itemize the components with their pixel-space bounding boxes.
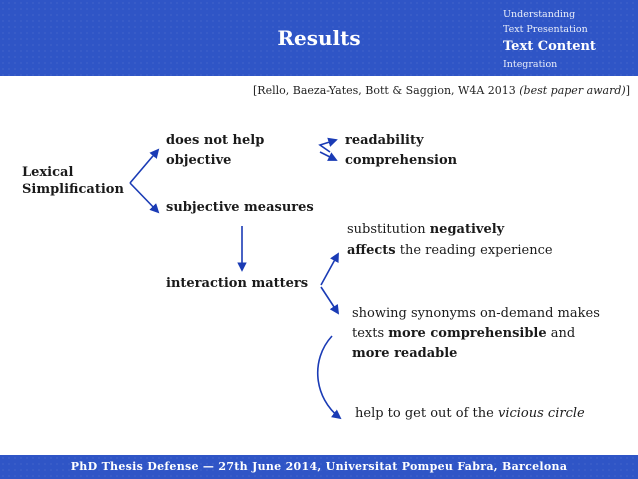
nav-item-understanding[interactable]: Understanding bbox=[503, 9, 576, 20]
affects-part2: the reading experience bbox=[395, 243, 553, 258]
arrow-showing-to-help bbox=[318, 336, 340, 418]
arrow-lexical-to-subjective bbox=[130, 183, 158, 212]
help-part2: vicious circle bbox=[497, 406, 585, 421]
footer-bar bbox=[0, 455, 638, 479]
arrow-lexical-to-objective bbox=[130, 150, 158, 183]
showing-text: showing synonyms on-demand makes bbox=[352, 306, 600, 321]
affects-part1: affects bbox=[347, 243, 396, 258]
substitution-part2: negatively bbox=[429, 222, 505, 237]
citation-award: (best paper award) bbox=[519, 84, 626, 97]
interaction-matters-text: interaction matters bbox=[166, 276, 309, 291]
objective-text: objective bbox=[166, 153, 232, 168]
nav-item-text-content[interactable]: Text Content bbox=[503, 39, 596, 54]
footer-text: PhD Thesis Defense — 27th June 2014, Universitat Pompeu Fabra, Barcelona bbox=[70, 460, 568, 473]
arrow-interaction-to-substitution bbox=[321, 254, 338, 285]
nav-item-integration[interactable]: Integration bbox=[503, 59, 558, 70]
does-not-help-text: does not help bbox=[166, 133, 265, 148]
substitution-part1: substitution bbox=[347, 222, 430, 237]
slide-title: Results bbox=[277, 26, 361, 50]
arrow-interaction-to-showing bbox=[321, 287, 338, 313]
more-readable-text: more readable bbox=[352, 346, 458, 361]
help-part1: help to get out of the bbox=[355, 406, 498, 421]
citation-close: ] bbox=[625, 84, 630, 97]
readability-text: readability bbox=[345, 133, 424, 148]
arrow-objective-to-readability bbox=[320, 140, 336, 152]
texts-part3: and bbox=[546, 326, 576, 341]
arrow-objective-to-comprehension bbox=[320, 152, 336, 160]
citation-text: [Rello, Baeza-Yates, Bott & Saggion, W4A 2013 bbox=[253, 84, 520, 97]
texts-part2: more comprehensible bbox=[388, 326, 547, 341]
comprehension-text: comprehension bbox=[345, 153, 458, 168]
simplification-label: Simplification bbox=[22, 182, 124, 197]
nav-item-text-presentation[interactable]: Text Presentation bbox=[503, 24, 588, 35]
lexical-label: Lexical bbox=[22, 165, 74, 180]
texts-part1: texts bbox=[352, 326, 389, 341]
subjective-measures-text: subjective measures bbox=[166, 200, 314, 215]
